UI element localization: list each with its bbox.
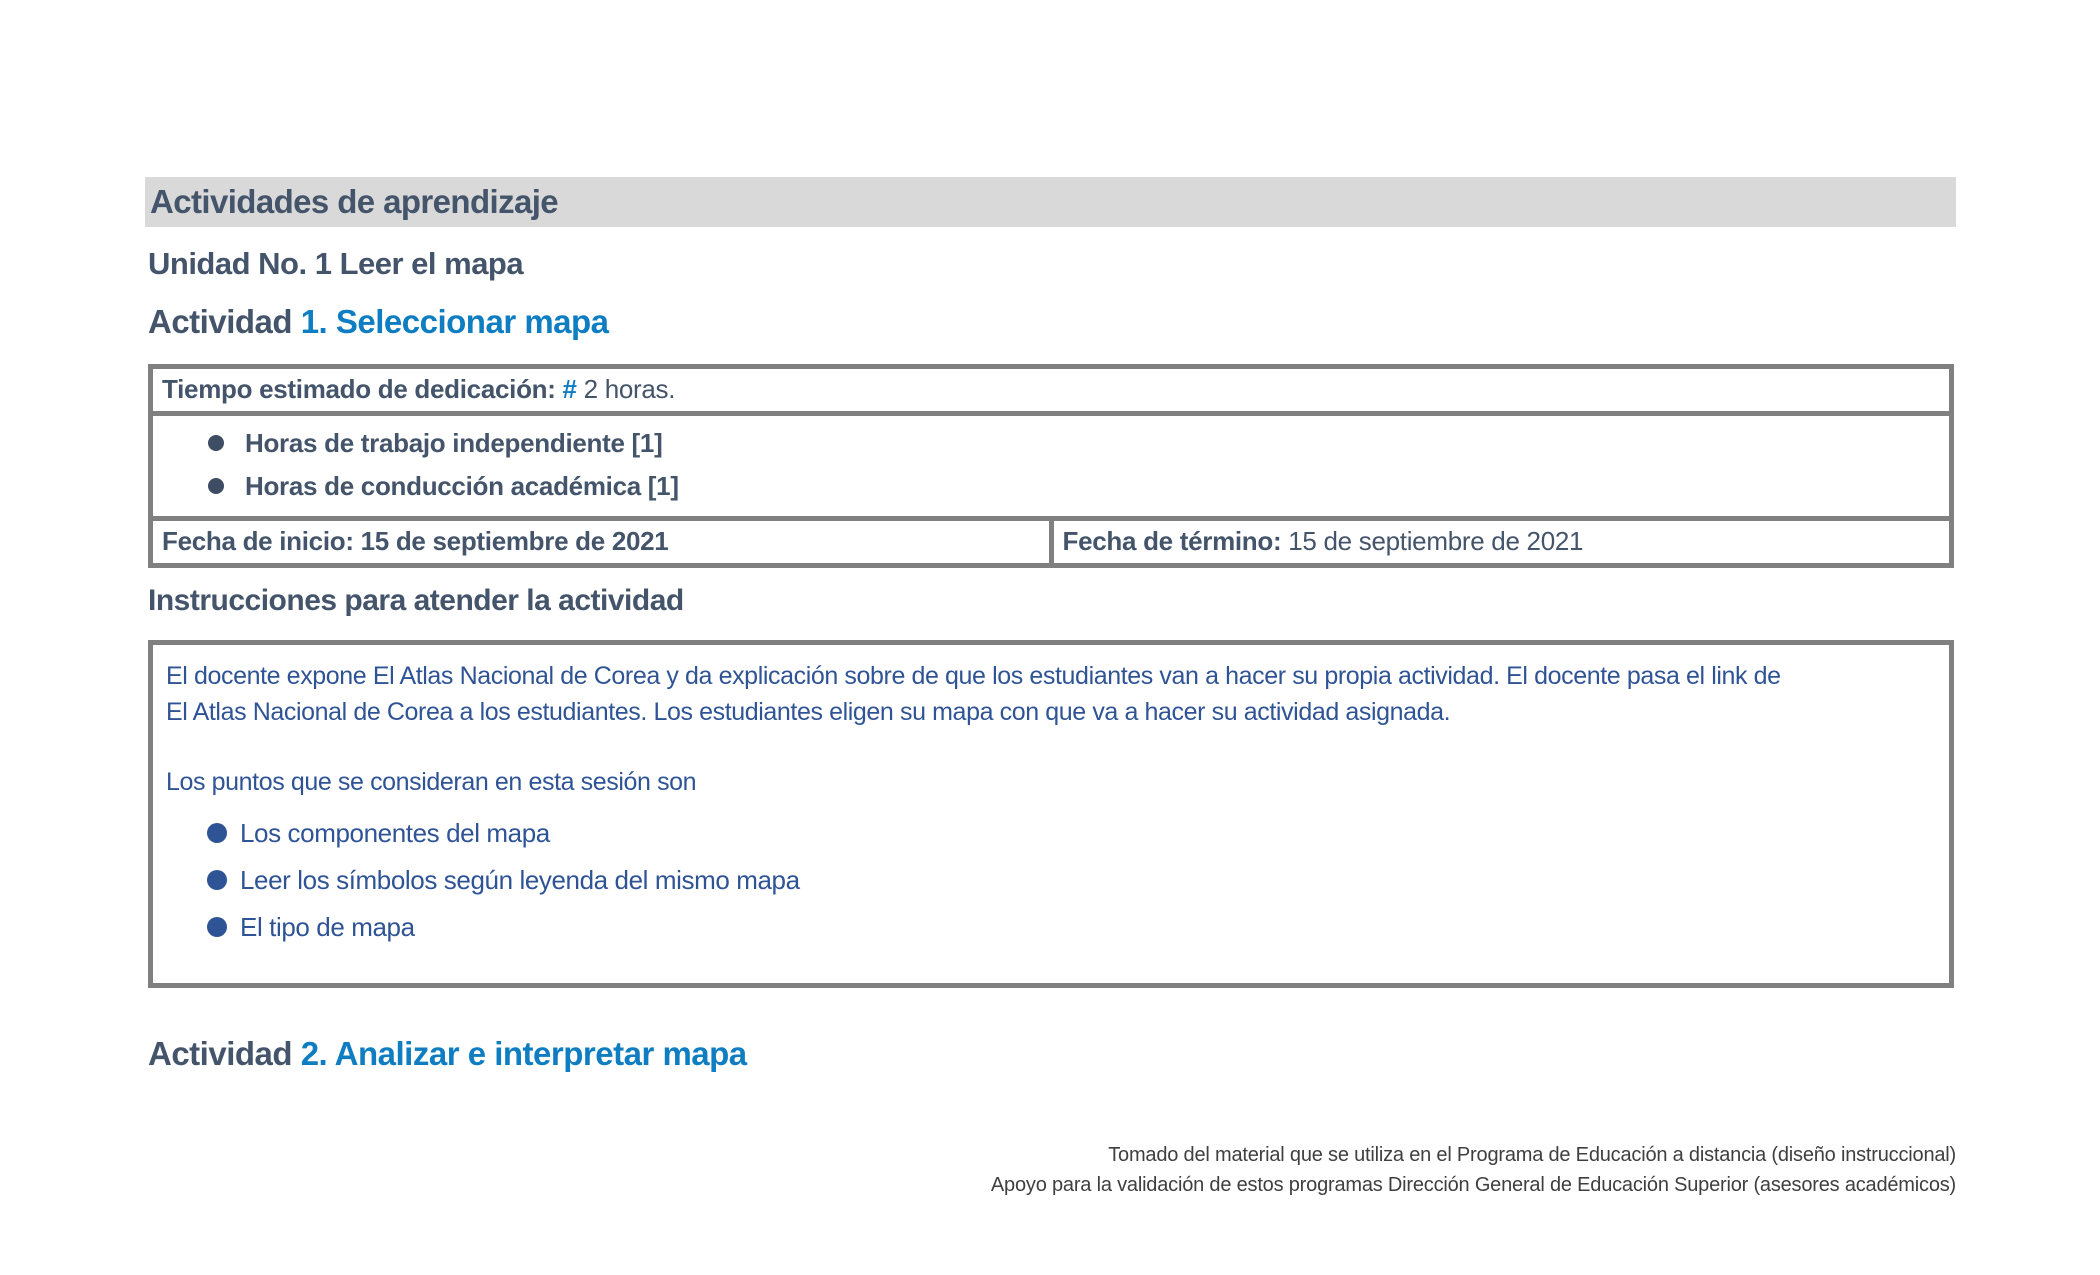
estimated-time-label: Tiempo estimado de dedicación: (162, 373, 563, 404)
time-dedication-table (148, 364, 1954, 568)
footer-line: Apoyo para la validación de estos programas Dirección General de Educación Superior (asesores académicos) (990, 1174, 1956, 1196)
end-date-cell (1051, 519, 1952, 566)
attribution-footer (991, 1140, 1956, 1200)
table-row-hours (151, 414, 1952, 519)
start-date-cell (151, 519, 1052, 566)
activity-1-heading (148, 303, 609, 341)
list-item (153, 422, 1943, 465)
list-item (153, 465, 1943, 508)
list-item (166, 857, 1935, 904)
activity-2-title: 2. Analizar e interpretar mapa (300, 1035, 747, 1072)
activity-2-prefix: Actividad (148, 1035, 301, 1072)
bullet-icon (208, 435, 224, 451)
start-date-label: Fecha de inicio: 15 de septiembre de 2021 (162, 525, 669, 556)
estimated-time-cell (151, 367, 1952, 414)
bullet-icon (207, 917, 227, 937)
hour-item-label: Horas de conducción académica [1] (245, 471, 679, 501)
instructions-heading: Instrucciones para atender la actividad (148, 584, 684, 617)
bullet-icon (207, 823, 227, 843)
estimated-time-value: 2 horas. (576, 373, 676, 404)
session-points-list (166, 810, 1935, 951)
estimated-time-hash: # (562, 373, 577, 404)
section-header-bar (145, 177, 1956, 227)
hours-cell (151, 414, 1952, 519)
session-point-label: Leer los símbolos según leyenda del mismo mapa (240, 865, 800, 895)
section-header-title: Actividades de aprendizaje (150, 183, 559, 220)
activity-1-title: 1. Seleccionar mapa (300, 303, 609, 340)
table-row-estimated-time (151, 367, 1952, 414)
footer-line: Tomado del material que se utiliza en el Programa de Educación a distancia (diseño instruccional) (1108, 1144, 1956, 1166)
list-item (166, 810, 1935, 857)
bullet-icon (207, 870, 227, 890)
hour-item-label: Horas de trabajo independiente [1] (245, 428, 663, 458)
session-point-label: Los componentes del mapa (240, 818, 550, 848)
end-date-label: Fecha de término: (1062, 525, 1282, 556)
list-item (166, 904, 1935, 951)
table-row-dates (151, 519, 1952, 566)
end-date-value: 15 de septiembre de 2021 (1281, 525, 1584, 556)
session-points-intro: Los puntos que se consideran en esta sesión son (166, 768, 697, 796)
instructions-paragraph-line: El Atlas Nacional de Corea a los estudiantes. Los estudiantes eligen su mapa con que va a hacer su actividad asignada. (166, 698, 1451, 726)
instructions-box (148, 640, 1954, 988)
activity-1-prefix: Actividad (148, 303, 301, 340)
bullet-icon (208, 478, 224, 494)
unit-title: Unidad No. 1 Leer el mapa (148, 246, 524, 281)
activity-2-heading (148, 1035, 747, 1073)
instructions-paragraph-line: El docente expone El Atlas Nacional de Corea y da explicación sobre de que los estudiantes van a hacer su propia actividad. El docente pasa el link de (166, 662, 1781, 690)
blank-line (166, 730, 1935, 764)
session-point-label: El tipo de mapa (240, 912, 415, 942)
